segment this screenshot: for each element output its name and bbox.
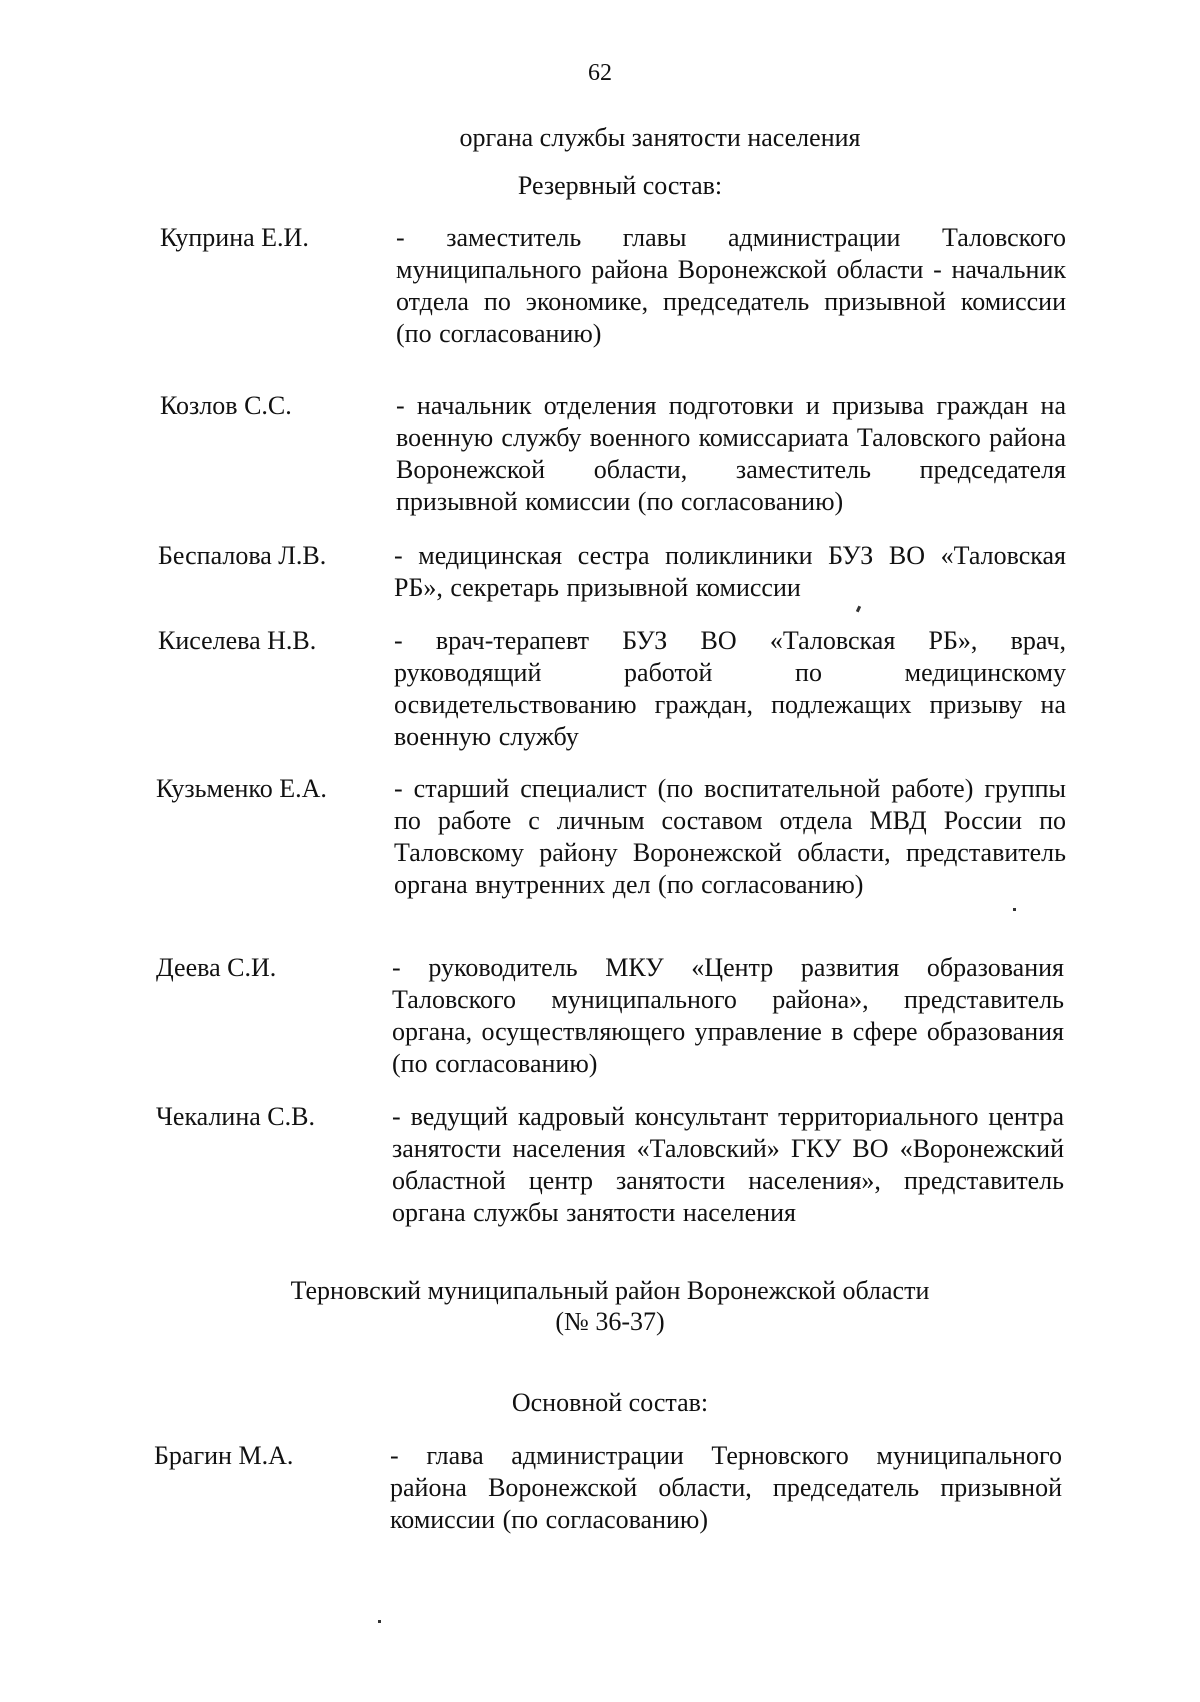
continuation-text: органа службы занятости населения [459, 123, 861, 152]
member-name: Деева С.И. [156, 953, 277, 982]
scan-speck [378, 1620, 381, 1623]
member-description: - глава администрации Терновского муниципального района Воронежской области, председатель призывной комиссии (по согласованию) [390, 1441, 1062, 1534]
member-description: - старший специалист (по воспитательной работе) группы по работе с личным составом отдела МВД России по Таловскому району Воронежской области, представитель органа внутренних дел (по согласованию) [394, 774, 1066, 899]
scan-speck [1013, 908, 1016, 911]
member-name: Кузьменко Е.А. [156, 774, 327, 803]
main-heading: Основной состав: [511, 1388, 709, 1417]
member-description: - начальник отделения подготовки и призыва граждан на военную службу военного комиссариата Таловского района Воронежской области, заместитель председателя призывной комиссии (по согласованию) [396, 391, 1066, 516]
member-name: Куприна Е.И. [160, 223, 309, 252]
page-number: 62 [588, 60, 612, 86]
scan-speck [856, 606, 861, 613]
member-name: Брагин М.А. [154, 1441, 294, 1470]
member-name: Беспалова Л.В. [158, 541, 327, 570]
member-description: - руководитель МКУ «Центр развития образования Таловского муниципального района», представитель органа, осуществляющего управление в сфере образования (по согласованию) [392, 953, 1064, 1078]
member-name: Козлов С.С. [160, 391, 292, 420]
district-heading-line1: Терновский муниципальный район Воронежской области [290, 1276, 930, 1305]
member-description: - заместитель главы администрации Таловского муниципального района Воронежской области - начальник отдела по экономике, председатель призывной комиссии (по согласованию) [396, 223, 1066, 348]
member-name: Киселева Н.В. [158, 626, 317, 655]
member-name: Чекалина С.В. [156, 1102, 315, 1131]
member-description: - ведущий кадровый консультант территориального центра занятости населения «Таловский» ГКУ ВО «Воронежский областной центр занятости населения», представитель органа службы занятости населения [392, 1102, 1064, 1227]
member-description: - врач-терапевт БУЗ ВО «Таловская РБ», врач, руководящий работой по медицинскому освидетельствованию граждан, подлежащих призыву на военную службу [394, 626, 1066, 751]
reserve-heading: Резервный состав: [517, 171, 723, 200]
member-description: - медицинская сестра поликлиники БУЗ ВО «Таловская РБ», секретарь призывной комиссии [394, 541, 1066, 602]
district-heading-line2: (№ 36-37) [555, 1307, 665, 1336]
